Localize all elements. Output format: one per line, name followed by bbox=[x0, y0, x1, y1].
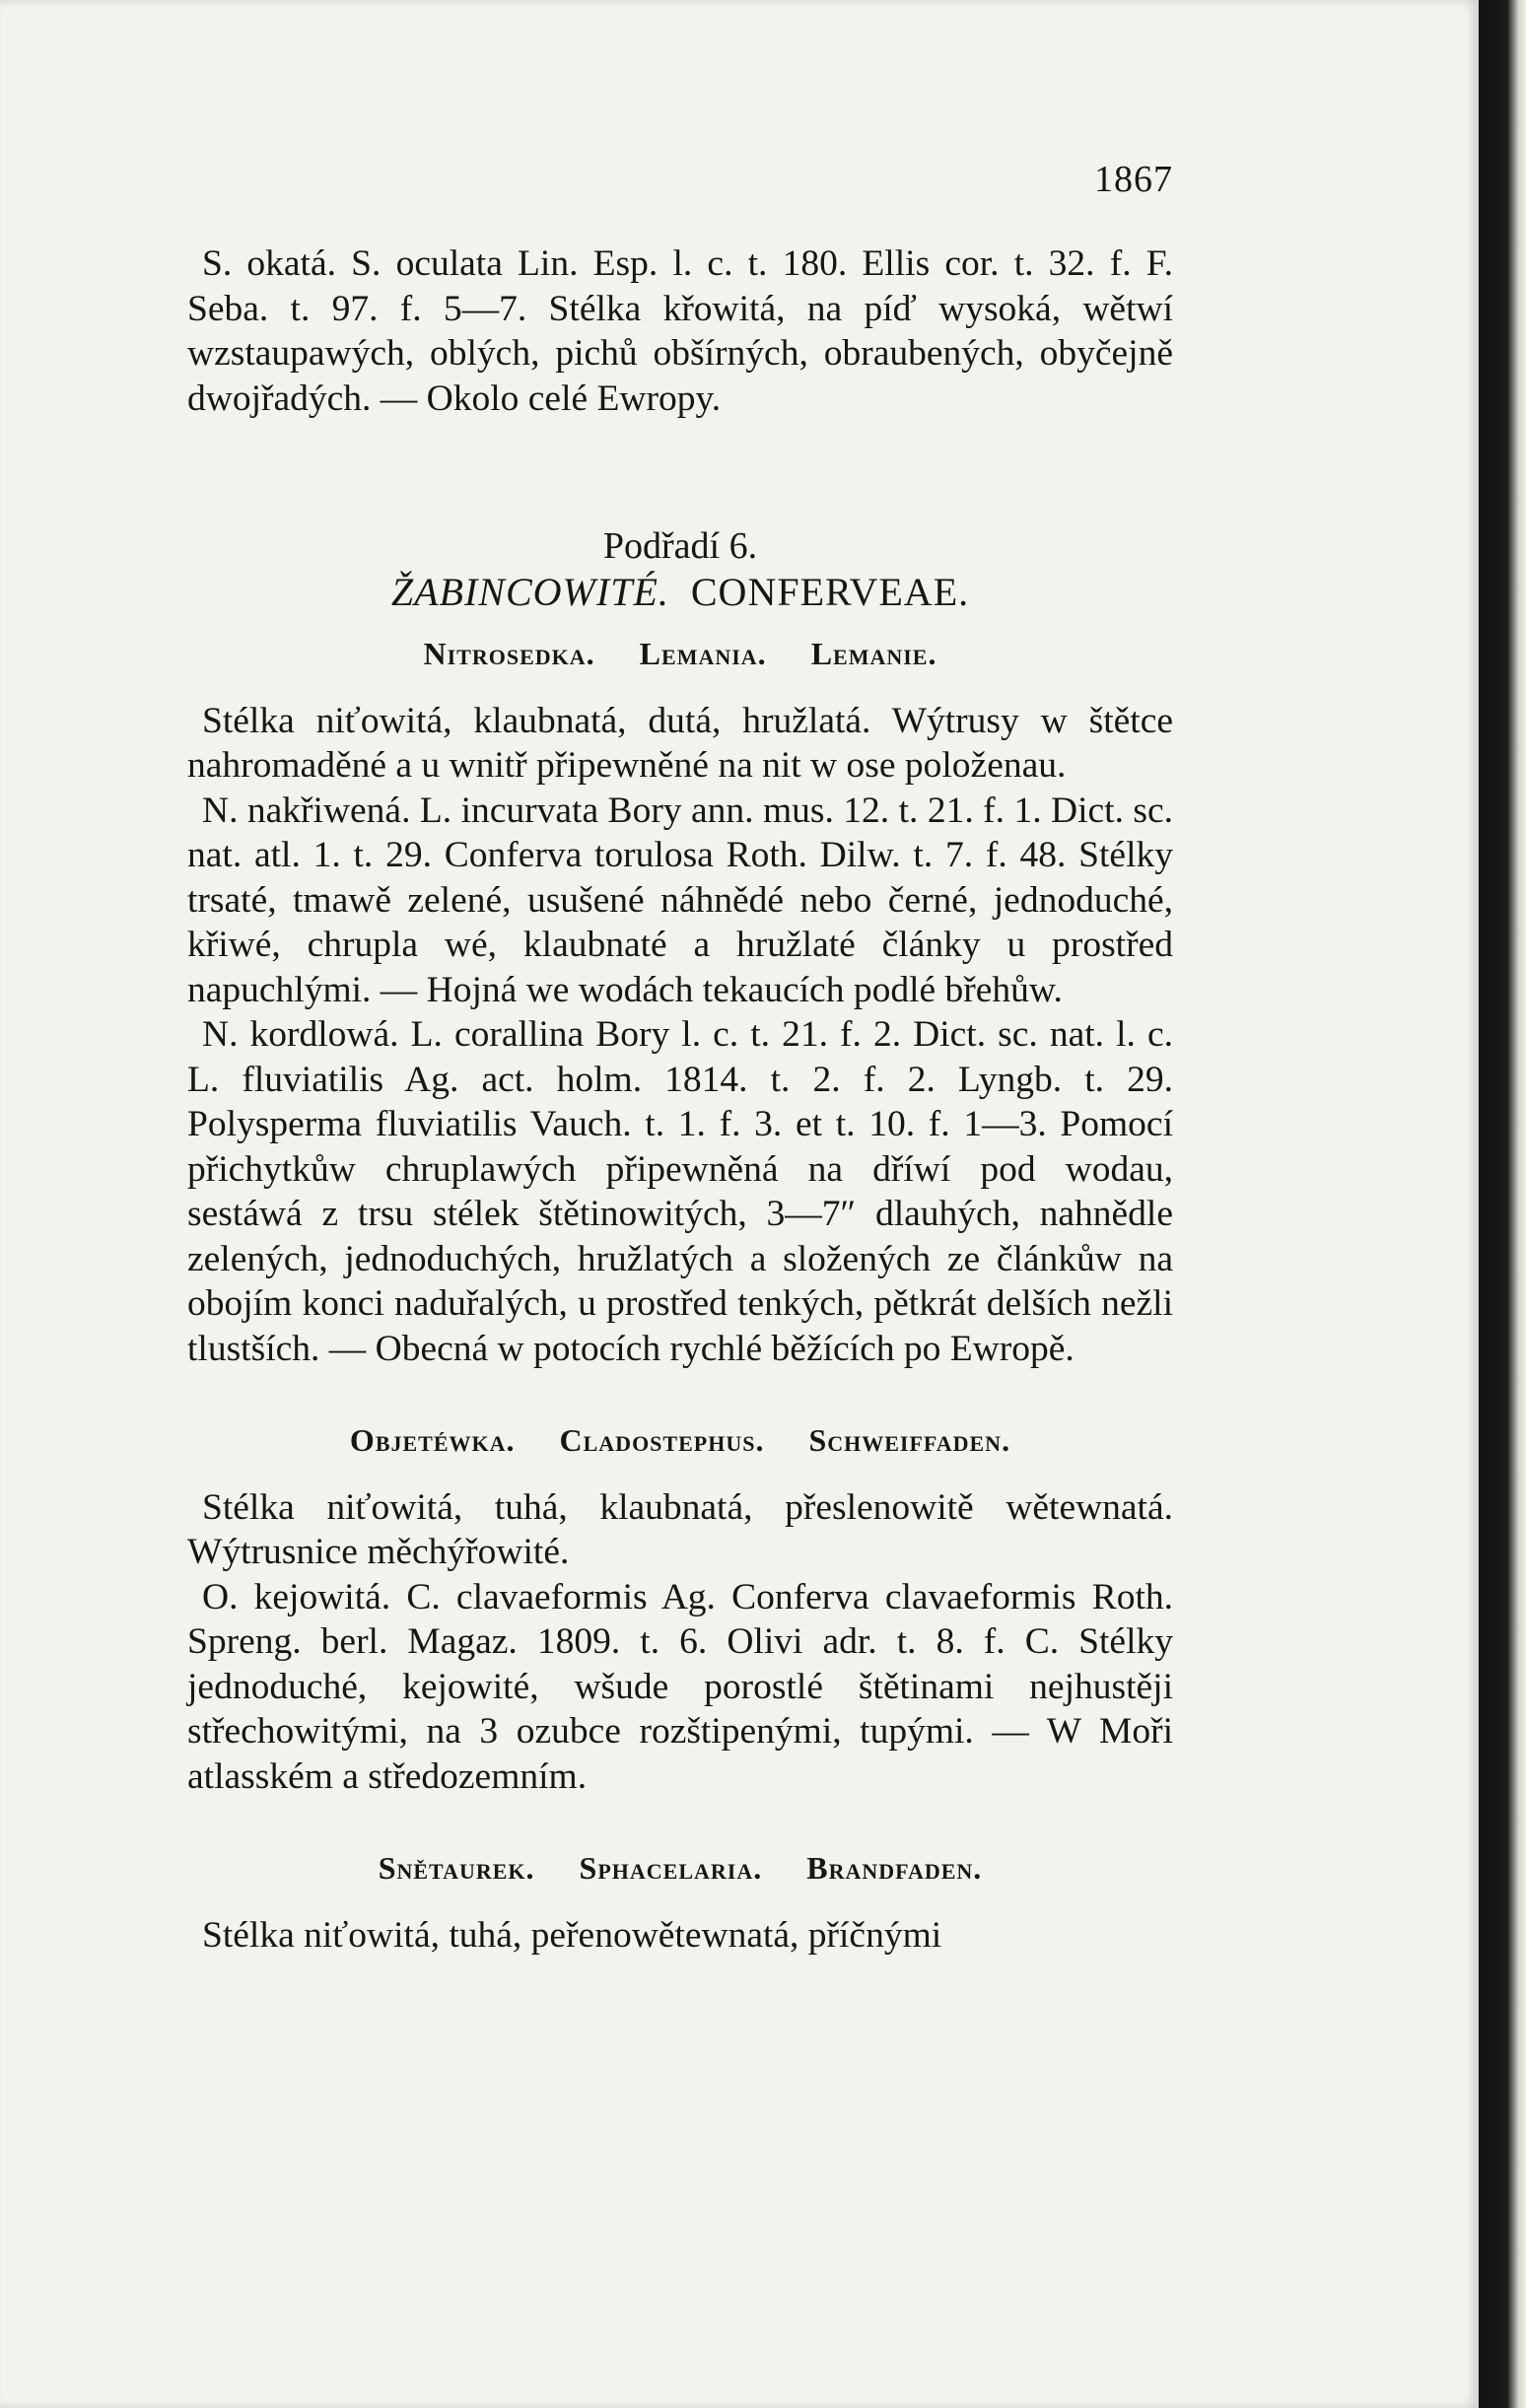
scan-right-edge bbox=[1479, 0, 1526, 2408]
genus-description-sphacelaria: Stélka niťowitá, tuhá, peřenowětewnatá, příčnými bbox=[202, 1914, 942, 1956]
genus-description-lemania: Stélka niťowitá, klaubnatá, dutá, hružlatá. Wýtrusy w štětce nahromaděné a u wnitř připewněné na nit w ose položenau. bbox=[187, 700, 1173, 786]
species-paragraph-clavaeformis: O. kejowitá. C. clavaeformis Ag. Conferva clavaeformis Roth. Spreng. berl. Magaz. 1809. t. 6. Olivi adr. t. 8. f. C. Stélky jednoduché, kejowité, wšude porostlé štětinami nejhustěji střechowitými, na 3 ozubce rozštipenými, tupými. — W Moři atlasském a středozemním. bbox=[187, 1576, 1173, 1797]
species-paragraph-corallina: N. kordlowá. L. corallina Bory l. c. t. 21. f. 2. Dict. sc. nat. l. c. L. fluviatilis Ag. act. holm. 1814. t. 2. f. 2. Lyngb. t. 29. Polysperma fluviatilis Vauch. t. 1. f. 3. et t. 10. f. 1—3. Pomocí přichytkůw chruplawých připewněná na dříwí pod wodau, sestáwá z trsu stélek štětinowitých, 3—7″ dlauhých, nahnědle zelených, jednoduchých, hružlatých a složených ze článkůw na obojím konci naduřalých, u prostřed tenkých, pětkrát delších nežli tlustších. — Obecná w potocích rychlé běžících po Ewropě. bbox=[187, 1014, 1173, 1369]
suborder-heading-block bbox=[187, 524, 1173, 614]
family-name-latin: CONFERVEAE. bbox=[690, 569, 970, 614]
genus-heading-lemania bbox=[187, 632, 1173, 677]
genus-name-german: Brandfaden. bbox=[806, 1850, 983, 1886]
genus-name-latin: Sphacelaria. bbox=[579, 1850, 763, 1886]
page-number: 1867 bbox=[1094, 159, 1173, 200]
genus-name-german: Schweiffaden. bbox=[808, 1422, 1011, 1458]
family-name-czech: ŽABINCOWITÉ. bbox=[390, 569, 669, 614]
species-paragraph-incurvata: N. nakřiwená. L. incurvata Bory ann. mus. 12. t. 21. f. 1. Dict. sc. nat. atl. 1. t. 29. Conferva torulosa Roth. Dilw. t. 7. f. 48. Stélky trsaté, tmawě zelené, usušené náhnědé nebo černé, jednoduché, křiwé, chrupla wé, klaubnaté a hružlaté články u prostřed napuchlými. — Hojná we wodách tekaucích podlé břehůw. bbox=[187, 790, 1173, 1010]
genus-name-czech: Snětaurek. bbox=[378, 1850, 535, 1886]
genus-name-czech: Objetéwka. bbox=[349, 1422, 516, 1458]
genus-heading-sphacelaria bbox=[187, 1846, 1173, 1892]
page-body bbox=[187, 241, 1173, 1958]
genus-name-latin: Lemania. bbox=[639, 636, 767, 671]
family-heading bbox=[187, 570, 1173, 615]
genus-heading-cladostephus bbox=[187, 1418, 1173, 1464]
suborder-heading: Podřadí 6. bbox=[602, 525, 758, 567]
genus-name-latin: Cladostephus. bbox=[559, 1422, 765, 1458]
genus-description-cladostephus: Stélka niťowitá, tuhá, klaubnatá, přeslenowitě wětewnatá. Wýtrusnice měchýřowité. bbox=[187, 1486, 1173, 1572]
genus-name-german: Lemanie. bbox=[810, 636, 937, 671]
genus-name-czech: Nitrosedka. bbox=[423, 636, 595, 671]
species-paragraph-oculata: S. okatá. S. oculata Lin. Esp. l. c. t. 180. Ellis cor. t. 32. f. F. Seba. t. 97. f. 5—7. Stélka křowitá, na píď wysoká, wětwí wzstaupawých, oblých, pichů obšírných, obraubených, obyčejně dwojřadých. — Okolo celé Ewropy. bbox=[187, 243, 1173, 419]
